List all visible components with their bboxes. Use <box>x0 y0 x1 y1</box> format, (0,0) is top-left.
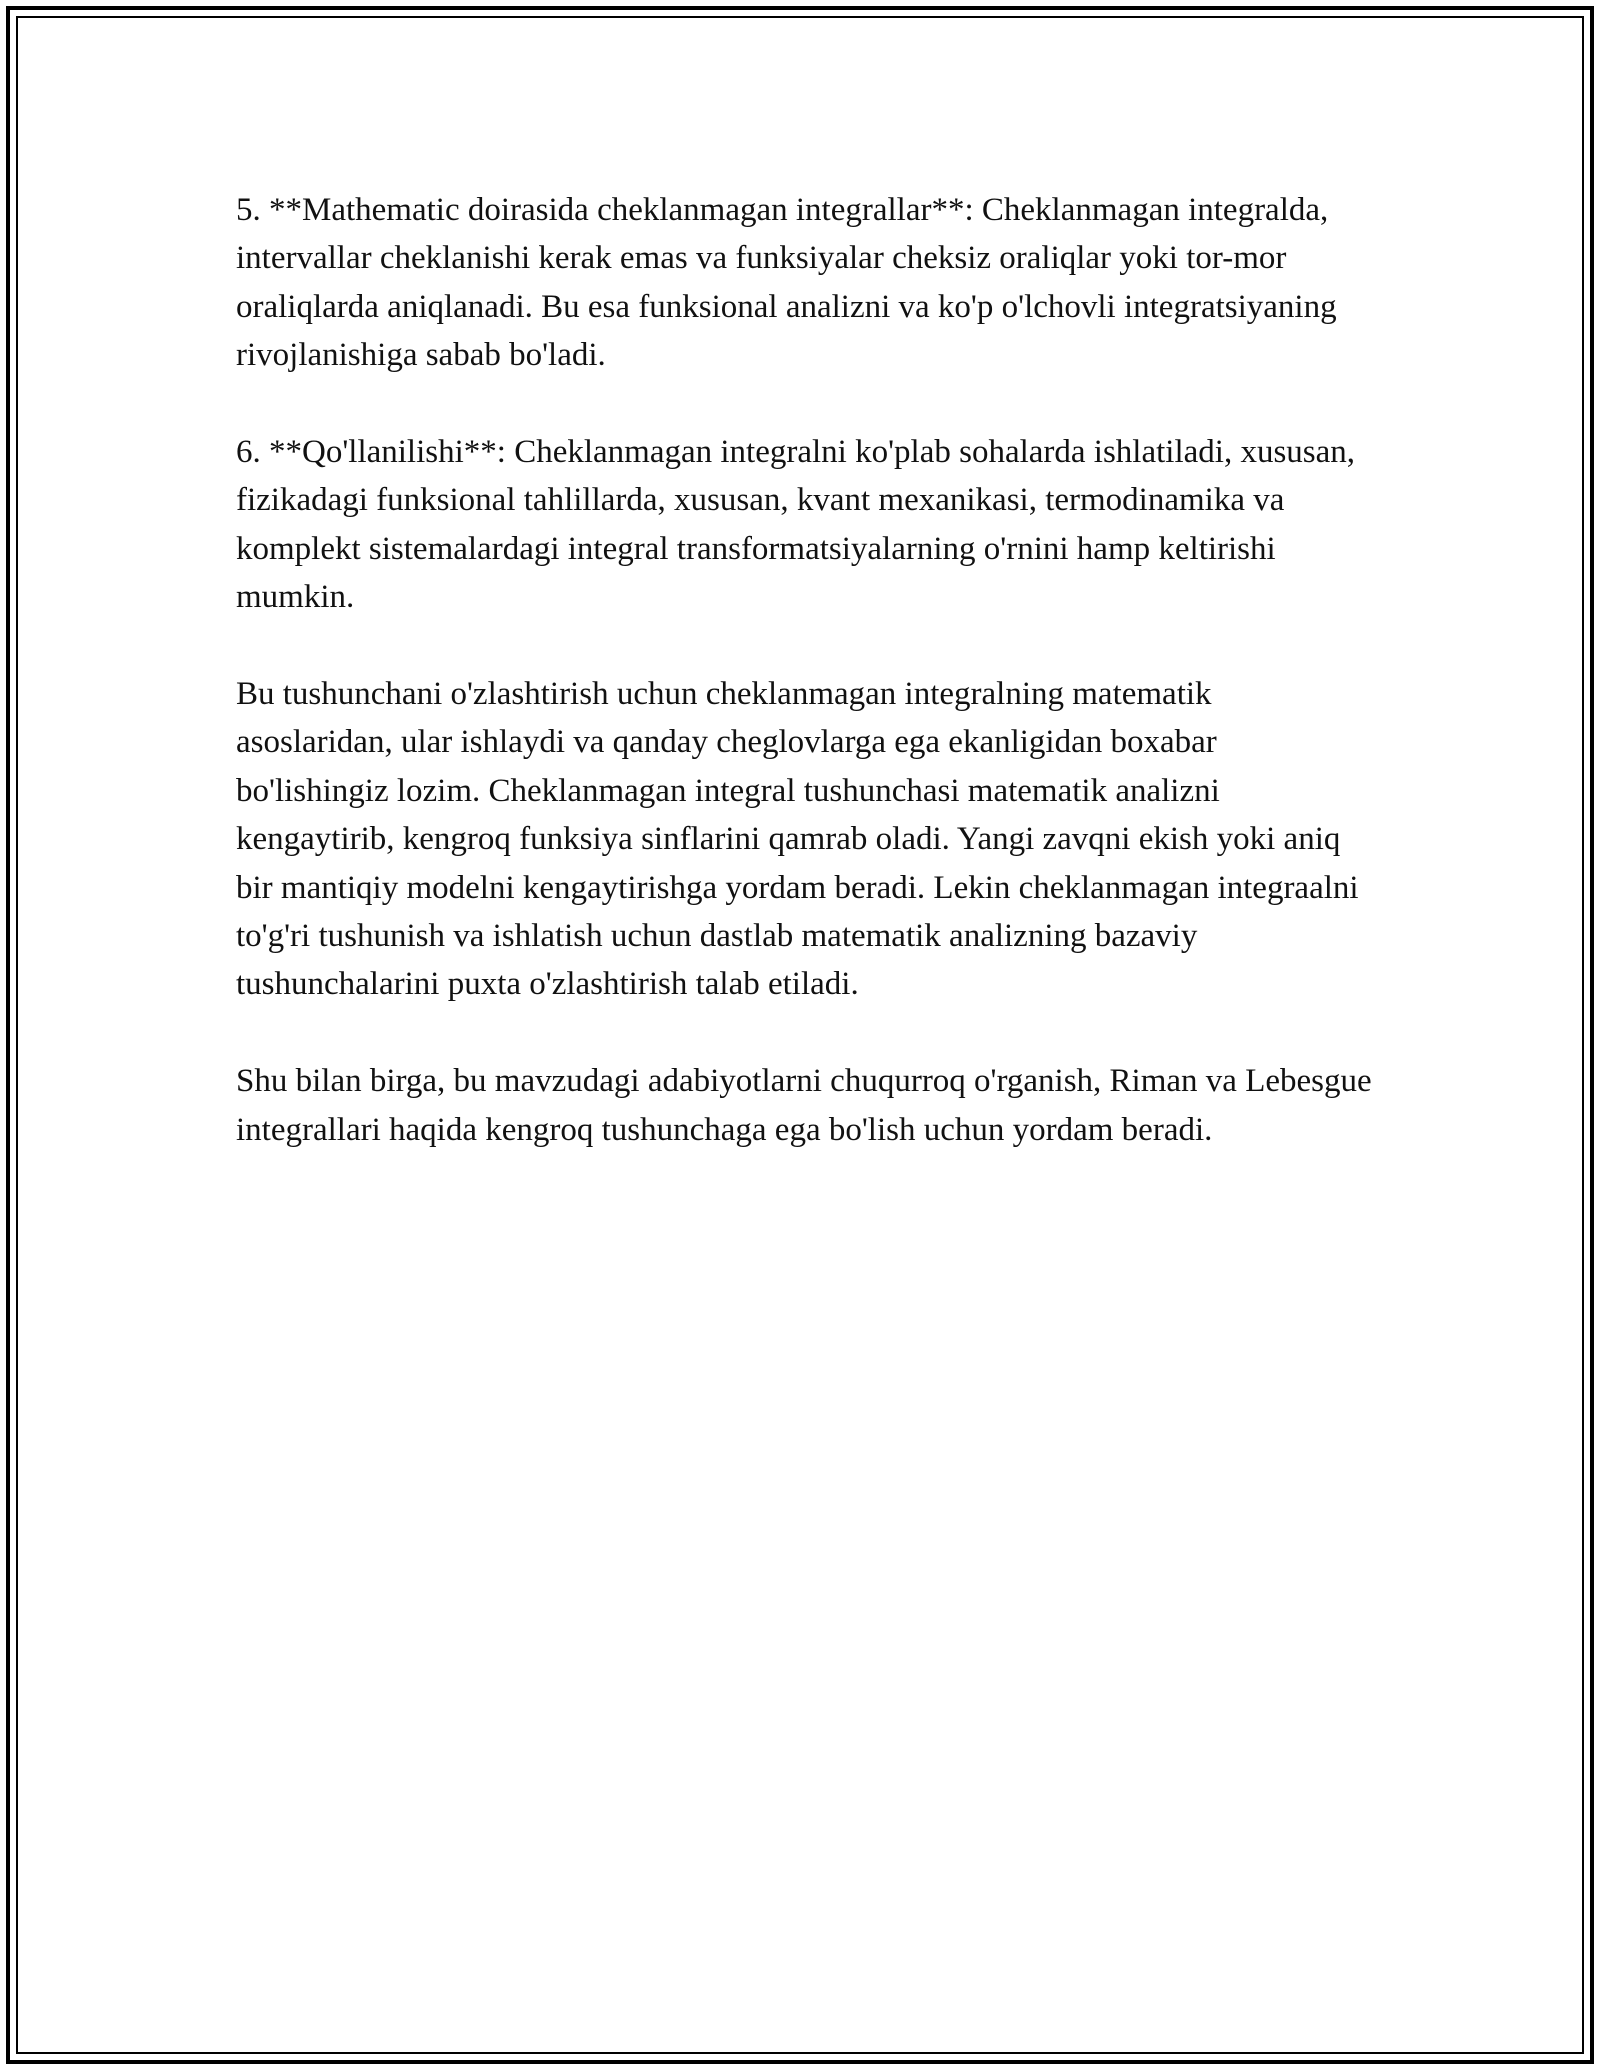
paragraph-summary: Bu tushunchani o'zlashtirish uchun cheklanmagan integralning matematik asoslaridan, ular ishlaydi va qanday cheglovlarga ega ekanligidan boxabar bo'lishingiz lozim. Cheklanmagan integral tushunchasi matematik analizni kengaytirib, kengroq funksiya sinflarini qamrab oladi. Yangi zavqni ekish yoki aniq bir mantiqiy modelni kengaytirishga yordam beradi. Lekin cheklanmagan integraalni to'g'ri tushunish va ishlatish uchun dastlab matematik analizning bazaviy tushunchalarini puxta o'zlashtirish talab etiladi. <box>236 676 1359 1003</box>
paragraph-conclusion: Shu bilan birga, bu mavzudagi adabiyotlarni chuqurroq o'rganish, Riman va Lebesgue integrallari haqida kengroq tushunchaga ega bo'lish uchun yordam beradi. <box>236 1063 1372 1148</box>
document-body <box>236 186 1376 1202</box>
paragraph-item-6: 6. **Qo'llanilishi**: Cheklanmagan integralni ko'plab sohalarda ishlatiladi, xususan, fizikadagi funksional tahlillarda, xususan, kvant mexanikasi, termodinamika va komplekt sistemalardagi integral transformatsiyalarning o'rnini hamp keltirishi mumkin. <box>236 434 1356 616</box>
paragraph-item-5: 5. **Mathematic doirasida cheklanmagan integrallar**: Cheklanmagan integralda, intervallar cheklanishi kerak emas va funksiyalar cheksiz oraliqlar yoki tor-mor oraliqlarda aniqlanadi. Bu esa funksional analizni va ko'p o'lchovli integratsiyaning rivojlanishiga sabab bo'ladi. <box>236 192 1337 374</box>
